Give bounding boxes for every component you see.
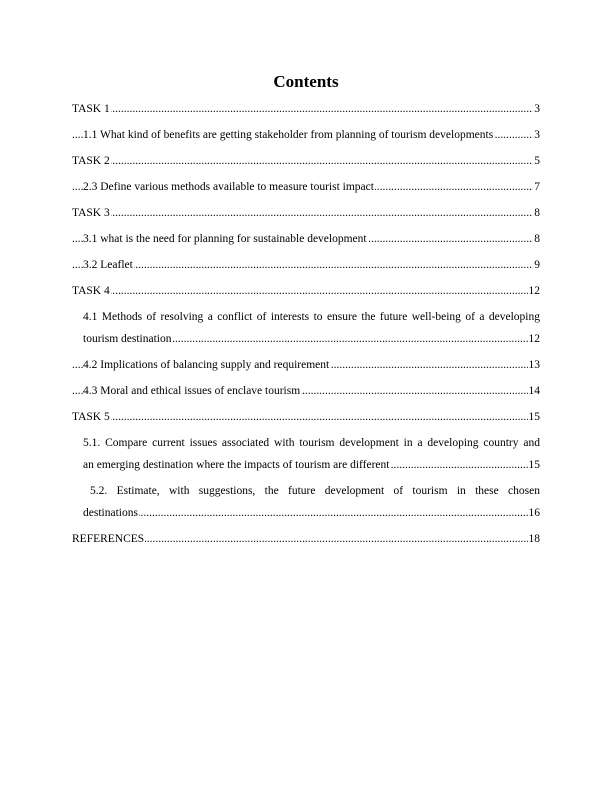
- page-number: 13: [528, 354, 541, 376]
- page-number: 15: [528, 454, 541, 476]
- page-number: 12: [528, 280, 541, 302]
- page-number: 18: [528, 528, 541, 550]
- toc-entry-task-4[interactable]: ..... TASK 4 12: [72, 280, 540, 302]
- toc-entry-3-1[interactable]: ..... 3.1 what is the need for planning for sustainable development 8: [72, 228, 540, 250]
- toc-entry-3-2[interactable]: ..... 3.2 Leaflet 9: [72, 254, 540, 276]
- toc-entry-5-2[interactable]: 5.2. Estimate, with suggestions, the future development of tourism in these chosen ..... destinations 16: [72, 480, 540, 524]
- toc-entry-task-5[interactable]: ..... TASK 5 15: [72, 406, 540, 428]
- page-number: 3: [533, 124, 540, 146]
- table-of-contents: [72, 98, 540, 550]
- page-number: 9: [533, 254, 540, 276]
- toc-title: Contents: [273, 72, 339, 91]
- toc-entry-task-3[interactable]: ..... TASK 3 8: [72, 202, 540, 224]
- toc-entry-task-1[interactable]: ..... TASK 1 3: [72, 98, 540, 120]
- page-number: 7: [533, 176, 540, 198]
- toc-entry-4-3[interactable]: ..... 4.3 Moral and ethical issues of enclave tourism 14: [72, 380, 540, 402]
- page-number: 15: [528, 406, 541, 428]
- toc-entry-4-1[interactable]: 4.1 Methods of resolving a conflict of interests to ensure the future well-being of a developing ..... tourism destination 12: [72, 306, 540, 350]
- page-number: 5: [533, 150, 540, 172]
- toc-entry-2-3[interactable]: ..... 2.3 Define various methods available to measure tourist impact 7: [72, 176, 540, 198]
- toc-entry-4-2[interactable]: ..... 4.2 Implications of balancing supply and requirement 13: [72, 354, 540, 376]
- toc-entry-1-1[interactable]: ..... 1.1 What kind of benefits are getting stakeholder from planning of tourism developments 3: [72, 124, 540, 146]
- page-number: 3: [533, 98, 540, 120]
- toc-entry-task-2[interactable]: ..... TASK 2 5: [72, 150, 540, 172]
- toc-entry-5-1[interactable]: 5.1. Compare current issues associated with tourism development in a developing country and ..... an emerging destination where the impacts of tourism are different 15: [72, 432, 540, 476]
- page-number: 12: [528, 328, 541, 350]
- toc-entry-references[interactable]: ..... REFERENCES 18: [72, 528, 540, 550]
- page-number: 14: [528, 380, 541, 402]
- page-number: 8: [533, 202, 540, 224]
- page-number: 8: [533, 228, 540, 250]
- page-number: 16: [528, 502, 541, 524]
